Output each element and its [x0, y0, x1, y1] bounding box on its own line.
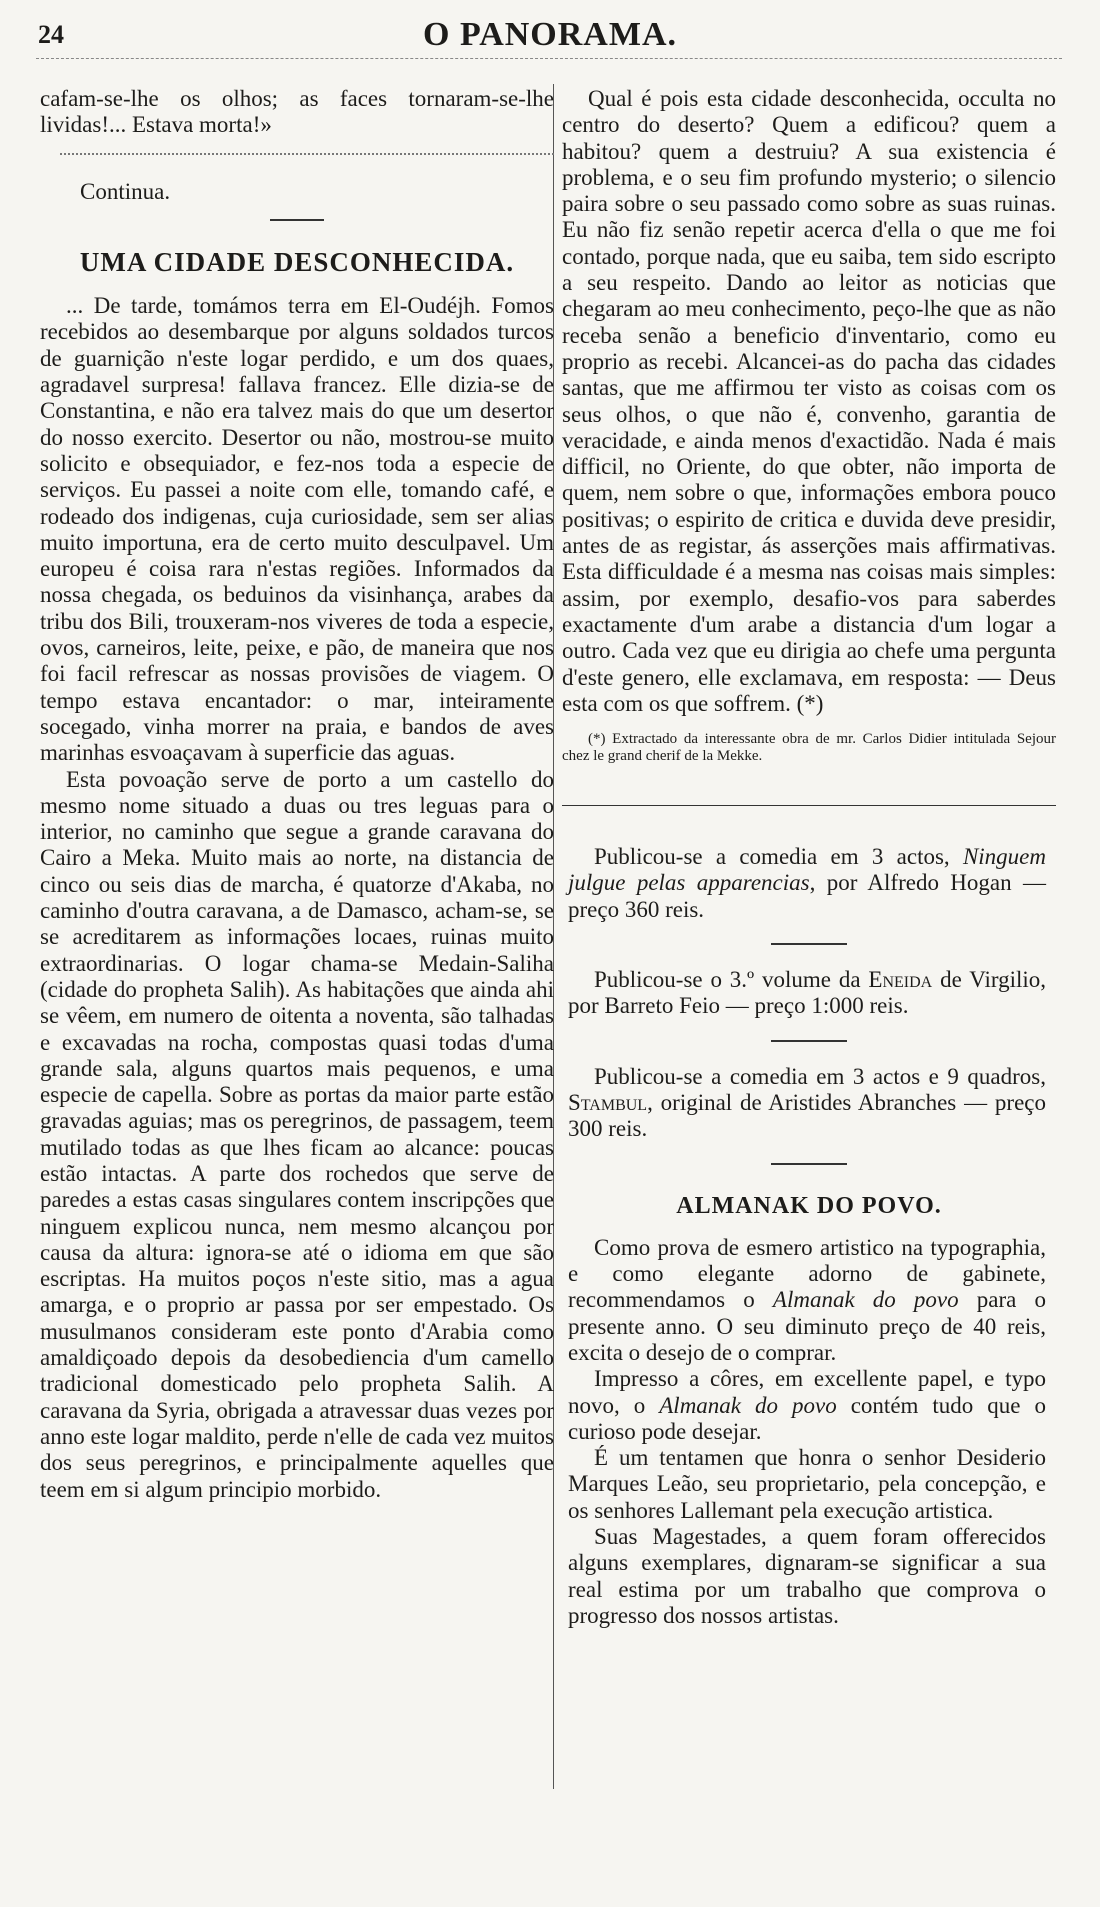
notice-text: , original de Aristides Abranches — preço 300 reis. — [568, 1089, 1046, 1142]
footnote: (*) Extractado da interessante obra de mr. Carlos Didier intitulada Sejour chez le grand cherif de la Mekke. — [562, 731, 1056, 765]
notice-work-title: Eneida — [868, 967, 933, 993]
almanak-text: Como prova de esmero artistico na typographia, e como elegante adorno de gabinete, recommendamos o — [568, 1234, 1046, 1313]
almanak-text: Impresso a côres, em excellente papel, e typo novo, o — [568, 1366, 1046, 1418]
left-column — [40, 86, 554, 1503]
story-ending: cafam-se-lhe os olhos; as faces tornaram-se-lhe lividas!... Estava morta!» — [40, 86, 554, 138]
header-rule — [36, 58, 1062, 59]
notice-text: Publicou-se o 3.º volume da — [594, 967, 869, 993]
notice-rule — [771, 943, 847, 945]
notice-text: , por Alfredo Hogan — preço 360 reis. — [568, 870, 1046, 922]
notice-comedia — [568, 844, 1046, 923]
notice-text: Publicou-se a comedia em 3 actos, — [594, 844, 963, 870]
article-paragraph: Esta povoação serve de porto a um castello do mesmo nome situado a duas ou tres leguas para o interior, no caminho que segue a grande caravana do Cairo a Meka. Muito mais ao norte, na distancia de cinco ou seis dias de marcha, é quatorze d'Akaba, no caminho d'outra caravana, a de Damasco, acham-se, se se acreditarem as informações locaes, ruinas muito extraordinarias. O logar chama-se Medain-Saliha (cidade do propheta Salih). As habitações que ainda ahi se vêem, em numero de oitenta a noventa, são talhadas e excavadas na rocha, compostas quasi todas d'uma grande sala, alguns quartos mais pequenos, e uma especie de capella. Sobre as portas da maior parte estão gravadas aguias; mas os peregrinos, de passagem, teem mutilado todas as que lhes ficam ao alcance: poucas estão intactas. A parte dos rochedos que serve de paredes a estas casas singulares contem inscripções que ninguem explicou nunca, nem mesmo alcançou por causa da altura: ignora-se até o idioma em que são escriptas. Ha muitos poços n'este sitio, mas a agua amarga, e o proprio ar passa por ser empestado. Os musulmanos consideram este ponto d'Arabia como amaldiçoado depois da desobediencia d'um camello tradicional domesticado pelo propheta Salih. A caravana da Syria, obrigada a atravessar duas vezes por anno este logar maldito, perde n'elle de cada vez muitos dos seus peregrinos, e principalmente aquelles que teem em si algum principio morbido. — [40, 766, 554, 1502]
almanak-text: para o presente anno. O seu diminuto preço de 40 reis, excita o desejo de o comprar. — [568, 1287, 1046, 1365]
right-column — [562, 86, 1056, 1629]
notice-stambul — [568, 1064, 1046, 1143]
almanak-heading: ALMANAK DO POVO. — [676, 1192, 942, 1219]
page-number: 24 — [38, 20, 64, 49]
notice-rule — [771, 1040, 847, 1042]
notice-text: de Virgilio, por Barreto Feio — preço 1:000 reis. — [568, 967, 1046, 1019]
almanak-paragraph — [568, 1235, 1046, 1366]
notice-work-title: Ninguem julgue pelas apparencias — [568, 844, 1046, 896]
page-header — [0, 14, 1100, 54]
almanak-paragraph: É um tentamen que honra o senhor Desiderio Marques Leão, seu proprietario, pela concepção, e os senhores Lallemant pela execução artistica. — [568, 1445, 1046, 1523]
almanak-title: Almanak do povo — [659, 1392, 837, 1418]
article-paragraph: ... De tarde, tomámos terra em El-Oudéjh. Fomos recebidos ao desembarque por alguns soldados turcos de guarnição n'este logar perdido, e um dos quaes, agradavel surpresa! fallava francez. Elle dizia-se de Constantina, e não era talvez mais do que um desertor do nosso exercito. Desertor ou não, mostrou-se muito solicito e obsequiador, e fez-nos toda a especie de serviços. Eu passei a noite com elle, tomando café, e rodeado dos indigenas, cuja curiosidade, sem ser alias muito importuna, era de certo muito desculpavel. Um europeu é coisa rara n'estas regiões. Informados da nossa chegada, os beduinos da visinhança, arabes da tribu dos Bili, trouxeram-nos viveres de toda a especie, ovos, carneiros, leite, peixe, e pão, de maneira que nos foi facil refrescar as nossas provisões de viagem. O tempo estava encantador: o mar, inteiramente socegado, vinha morrer na praia, e bandos de aves marinhas esvoaçavam à superficie das aguas. — [40, 293, 554, 766]
notice-rule — [771, 1163, 847, 1165]
article-heading: UMA CIDADE DESCONHECIDA. — [79, 246, 515, 277]
almanak-paragraph: Suas Magestades, a quem foram offerecidos alguns exemplares, dignaram-se significar a sua real estima por um trabalho que comprova o progresso dos nossos artistas. — [568, 1524, 1046, 1628]
section-rule — [562, 805, 1056, 806]
almanak-paragraph — [568, 1366, 1046, 1445]
notice-work-title: Stambul — [568, 1089, 648, 1115]
newspaper-title: O PANORAMA. — [423, 16, 677, 53]
section-rule — [270, 219, 324, 221]
almanak-text: contém tudo que o curioso pode desejar. — [568, 1392, 1047, 1444]
article-paragraph: Qual é pois esta cidade desconhecida, occulta no centro do deserto? Quem a edificou? quem a habitou? quem a destruiu? A sua existencia é problema, e o seu fim profundo mysterio; o silencio paira sobre o seu passado como sobre as suas ruinas. Eu não fiz senão repetir acerca d'ella o que me foi contado, porque nada, que eu saiba, tem sido escripto a seu respeito. Dando ao leitor as noticias que chegaram ao meu conhecimento, peço-lhe que as não receba senão a beneficio d'inventario, como eu proprio as recebi. Alcancei-as do pacha das cidades santas, que me affirmou ter visto as coisas com os seus olhos, o que não é, convenho, garantia de veracidade, e ainda menos d'exactidão. Nada é mais difficil, no Oriente, do que obter, não importa de quem, nem sobre o que, informações embora pouco positivas; o espirito de critica e duvida deve presidir, antes de as registar, ás asserções mais affirmativas. Esta difficuldade é a mesma nas coisas mais simples: assim, por exemplo, desafio-vos para saberdes exactamente d'um arabe a distancia d'um logar a outro. Cada vez que eu dirigia ao chefe uma pergunta d'este genero, elle exclamava, em resposta: — Deus esta com os que soffrem. (*) — [562, 86, 1056, 716]
continua-label: Continua. — [80, 178, 171, 204]
notice-text: Publicou-se a comedia em 3 actos e 9 quadros, — [594, 1063, 1046, 1089]
notice-eneida — [568, 967, 1046, 1020]
almanak-title: Almanak do povo — [772, 1287, 959, 1313]
dotted-separator — [60, 153, 554, 155]
